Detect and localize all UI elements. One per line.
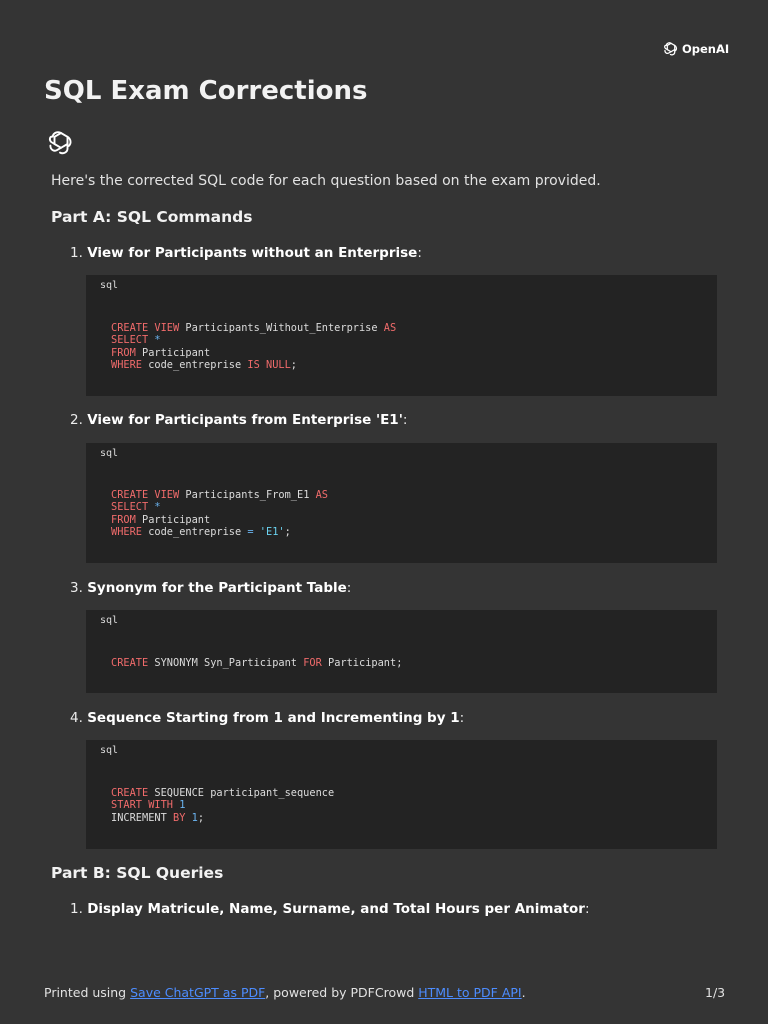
code-text: Participant;	[321, 657, 403, 669]
item-title: Sequence Starting from 1 and Incrementing by 1	[87, 710, 460, 726]
code-language-label: sql	[100, 280, 119, 291]
code-language-label: sql	[100, 448, 119, 459]
code-literal: 1	[191, 811, 198, 824]
code-keyword: START WITH	[111, 799, 173, 812]
code-language-label: sql	[100, 615, 119, 626]
code-content	[111, 787, 334, 824]
code-text: Participants_From_E1	[179, 489, 316, 501]
code-keyword: WHERE	[111, 359, 142, 372]
code-text: code_entreprise	[142, 526, 248, 539]
code-text: ;	[197, 811, 205, 824]
footer-middle: , powered by PDFCrowd	[265, 985, 419, 1000]
list-item	[70, 580, 351, 596]
code-block	[86, 443, 717, 563]
code-text: Participant	[135, 513, 211, 526]
chatgpt-avatar-icon	[47, 129, 75, 157]
code-text: INCREMENT	[111, 811, 173, 824]
intro-text: Here's the corrected SQL code for each question based on the exam provided.	[51, 173, 601, 189]
code-language-label: sql	[100, 745, 119, 756]
list-item	[70, 710, 464, 726]
code-keyword: FROM	[111, 513, 136, 526]
code-keyword: CREATE VIEW	[111, 322, 180, 334]
code-text: Participants_Without_Enterprise	[179, 322, 384, 334]
code-line	[111, 787, 334, 799]
code-keyword: SELECT	[111, 334, 149, 347]
code-keyword: BY	[173, 811, 186, 824]
code-block	[86, 275, 717, 396]
item-number: 1.	[70, 901, 83, 917]
item-number: 3.	[70, 580, 83, 596]
code-line	[111, 347, 210, 359]
code-keyword: SELECT	[111, 501, 149, 514]
code-literal: =	[247, 526, 254, 539]
footer-prefix: Printed using	[44, 985, 131, 1000]
code-line	[111, 489, 328, 501]
code-keyword: CREATE	[111, 657, 149, 669]
code-keyword: AS	[383, 322, 397, 334]
code-keyword: CREATE VIEW	[111, 489, 180, 501]
code-text: ;	[284, 526, 291, 539]
code-line	[111, 322, 396, 334]
part-b-heading: Part B: SQL Queries	[51, 864, 224, 882]
code-line	[111, 514, 210, 526]
item-title: Synonym for the Participant Table	[87, 580, 347, 596]
brand-name: OpenAI	[682, 42, 730, 56]
footer-credits	[44, 985, 526, 1000]
code-text: Participant	[135, 346, 211, 359]
html-to-pdf-api-link[interactable]: HTML to PDF API	[418, 985, 522, 1000]
openai-brand	[663, 41, 729, 57]
item-title: View for Participants without an Enterprise	[87, 245, 418, 261]
openai-logo-icon	[663, 41, 679, 57]
code-line	[111, 812, 204, 824]
code-text: ;	[290, 359, 297, 372]
code-keyword: IS NULL	[247, 359, 291, 372]
item-number: 1.	[70, 245, 83, 261]
code-line	[111, 526, 291, 538]
item-number: 2.	[70, 412, 83, 428]
code-content	[111, 657, 402, 669]
list-item	[70, 901, 590, 917]
code-block	[86, 610, 717, 693]
code-keyword: FROM	[111, 346, 136, 359]
footer-suffix: .	[521, 985, 526, 1000]
code-line	[111, 359, 297, 371]
code-keyword: WHERE	[111, 526, 142, 539]
code-content	[111, 322, 396, 372]
code-line	[111, 657, 402, 669]
item-title: Display Matricule, Name, Surname, and Total Hours per Animator	[87, 901, 585, 917]
code-text: SYNONYM Syn_Participant	[148, 657, 304, 669]
code-text: code_entreprise	[142, 359, 248, 372]
code-keyword: CREATE	[111, 787, 149, 799]
item-title: View for Participants from Enterprise 'E1'	[87, 412, 403, 428]
page-number: 1/3	[705, 985, 726, 1000]
document-title: SQL Exam Corrections	[44, 76, 368, 106]
item-suffix: :	[417, 245, 422, 261]
item-suffix: :	[402, 412, 408, 428]
code-block	[86, 740, 717, 849]
item-suffix: :	[584, 901, 590, 917]
code-text: SEQUENCE participant_sequence	[148, 787, 335, 799]
code-literal: 'E1'	[259, 526, 285, 539]
item-number: 4.	[70, 710, 83, 726]
code-line	[111, 799, 185, 811]
code-content	[111, 489, 328, 539]
code-keyword: FOR	[303, 657, 322, 669]
code-literal: *	[154, 334, 161, 347]
list-item	[70, 245, 422, 261]
code-literal: 1	[179, 799, 186, 812]
code-line	[111, 334, 161, 346]
list-item	[70, 412, 407, 428]
code-literal: *	[154, 501, 161, 514]
item-suffix: :	[346, 580, 352, 596]
save-chatgpt-pdf-link[interactable]: Save ChatGPT as PDF	[130, 985, 266, 1000]
part-a-heading: Part A: SQL Commands	[51, 208, 253, 226]
code-line	[111, 501, 161, 513]
item-suffix: :	[459, 710, 465, 726]
code-keyword: AS	[315, 489, 328, 501]
